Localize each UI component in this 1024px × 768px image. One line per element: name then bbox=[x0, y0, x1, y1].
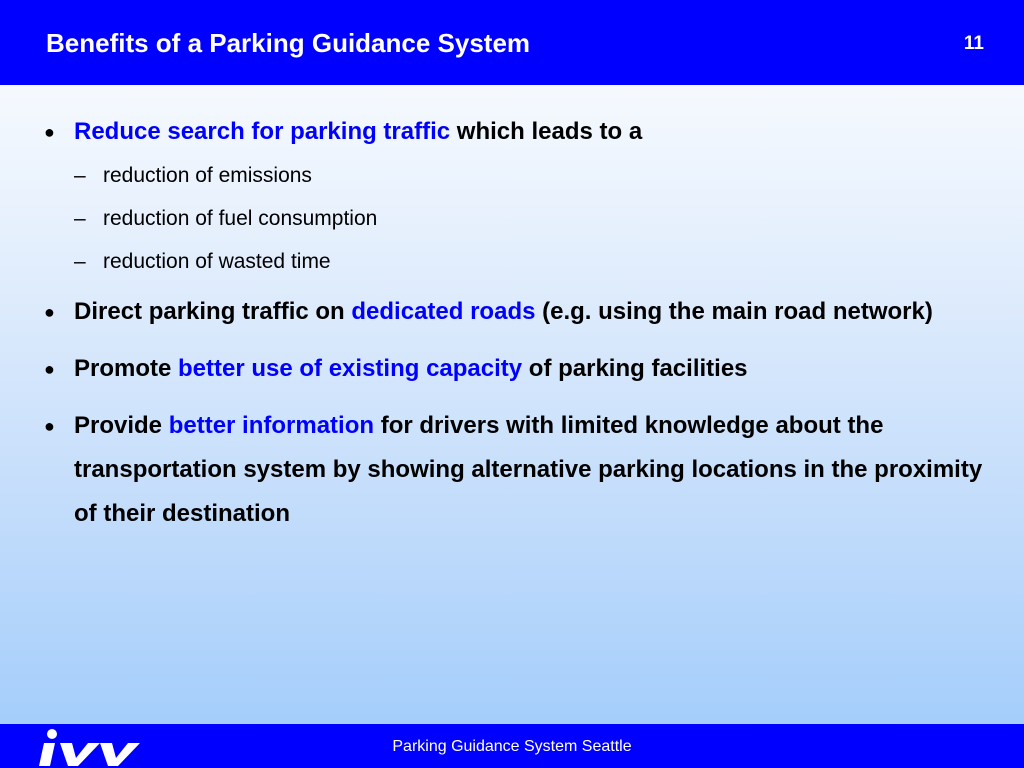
bullet-text: Provide bbox=[74, 412, 169, 439]
bullet-text: Direct parking traffic on bbox=[74, 298, 352, 325]
footer-bar bbox=[0, 724, 1024, 768]
bullet-item bbox=[44, 404, 994, 536]
bullet-text: of parking facilities bbox=[522, 355, 748, 382]
bullet-item bbox=[44, 110, 994, 154]
dash-icon: – bbox=[74, 250, 86, 273]
page-number: 11 bbox=[963, 33, 984, 54]
dash-icon: – bbox=[74, 207, 86, 230]
bullet-text: (e.g. using the main road network) bbox=[535, 298, 933, 325]
bullet-highlight: dedicated roads bbox=[351, 298, 536, 325]
logo-text: ivv bbox=[38, 726, 40, 727]
bullet-text: which leads to a bbox=[450, 118, 643, 145]
bullet-text: for drivers with limited knowledge about the transportation system by showing alternative parking locations in the proximity of their destination bbox=[74, 412, 983, 527]
footer-text: Parking Guidance System Seattle bbox=[392, 738, 632, 755]
sub-item-text: reduction of fuel consumption bbox=[103, 207, 378, 230]
slide-title: Benefits of a Parking Guidance System bbox=[46, 28, 531, 58]
header-bar bbox=[0, 0, 1024, 85]
bullet-highlight: better use of existing capacity bbox=[178, 355, 523, 382]
slide-content bbox=[44, 110, 994, 536]
spacer bbox=[44, 334, 994, 347]
bullet-text: Promote bbox=[74, 355, 179, 382]
sub-item bbox=[44, 197, 994, 240]
sub-item-text: reduction of emissions bbox=[103, 164, 312, 187]
bullet-icon: ● bbox=[44, 359, 55, 379]
bullet-icon: ● bbox=[44, 122, 55, 142]
bullet-item bbox=[44, 347, 994, 391]
sub-item-text: reduction of wasted time bbox=[103, 250, 331, 273]
spacer bbox=[44, 391, 994, 404]
dash-icon: – bbox=[74, 164, 86, 187]
sub-item bbox=[44, 240, 994, 283]
bullet-item bbox=[44, 290, 994, 334]
sub-list bbox=[44, 154, 994, 283]
bullet-highlight: Reduce search for parking traffic bbox=[74, 118, 451, 145]
bullet-icon: ● bbox=[44, 302, 55, 322]
sub-item bbox=[44, 154, 994, 197]
bullet-highlight: better information bbox=[168, 412, 375, 439]
bullet-icon: ● bbox=[44, 416, 55, 436]
